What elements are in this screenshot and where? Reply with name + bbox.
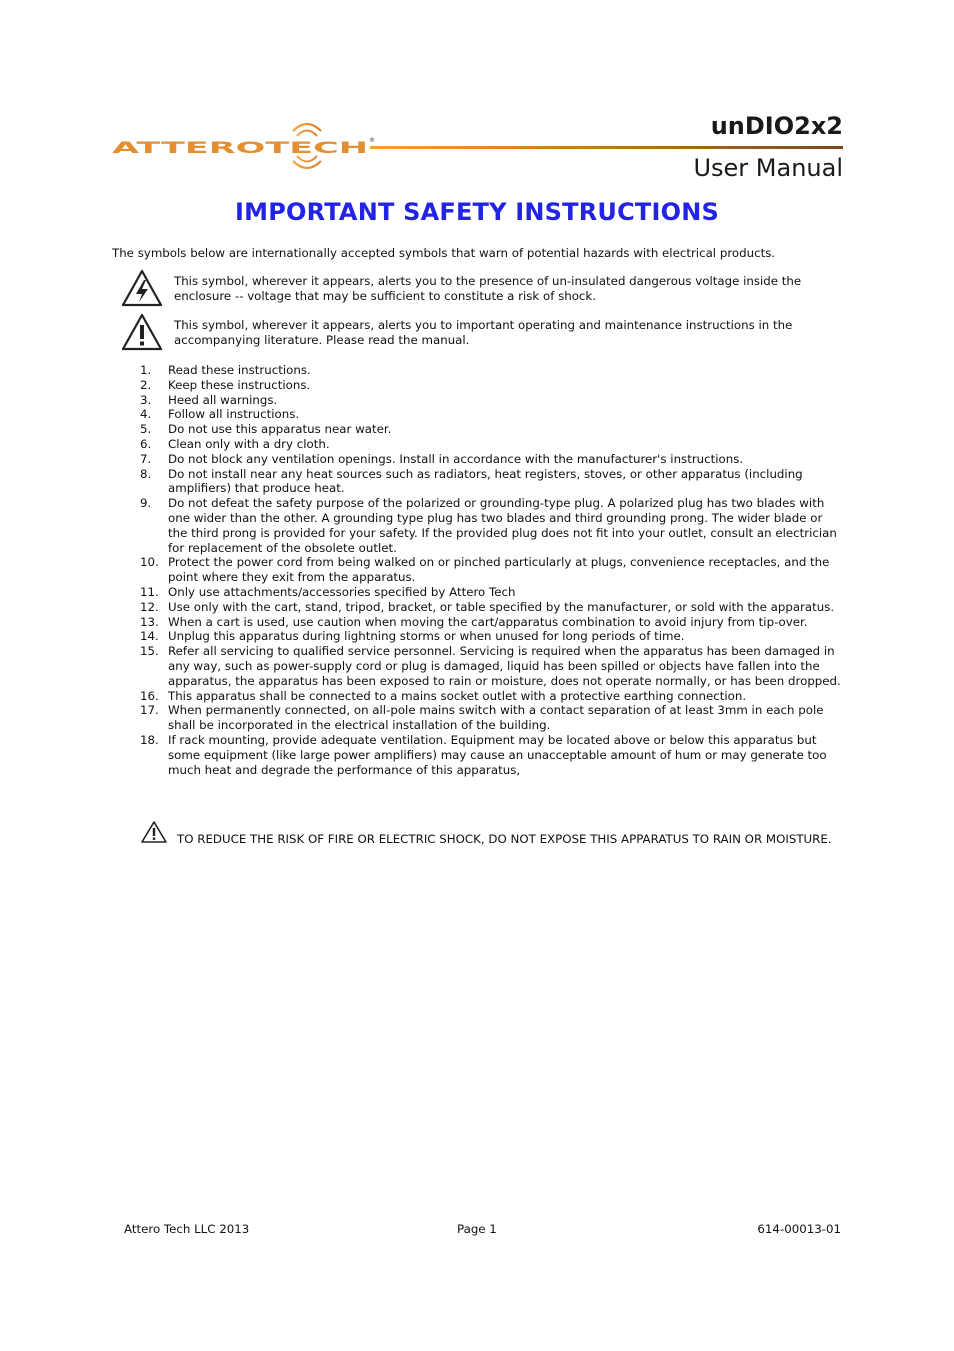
footer-company: Attero Tech LLC 2013 — [124, 1222, 250, 1236]
logo-wordmark: ATTEROTECH — [112, 138, 368, 157]
exclamation-symbol-text: This symbol, wherever it appears, alerts you to important operating and maintenance instructions in the accompanying literature. Please read the manual. — [174, 318, 793, 347]
footer-page-number: Page 1 — [457, 1222, 497, 1236]
lightning-warning-icon — [120, 268, 164, 308]
safety-instructions-list — [112, 363, 842, 777]
atterotech-logo — [110, 117, 380, 177]
list-item: 2. Keep these instructions. — [140, 377, 311, 392]
list-item: 7. Do not block any ventilation openings. Install in accordance with the manufacturer's instructions. — [140, 451, 744, 466]
list-item: 5. Do not use this apparatus near water. — [140, 422, 392, 437]
list-item: 4. Follow all instructions. — [140, 407, 300, 422]
svg-text:®: ® — [369, 137, 375, 144]
list-item: 11. Only use attachments/accessories specified by Attero Tech — [140, 584, 516, 599]
list-item: 14. Unplug this apparatus during lightning storms or when unused for long periods of time. — [140, 629, 685, 644]
list-item: 3. Heed all warnings. — [140, 392, 278, 407]
list-item: 13. When a cart is used, use caution when moving the cart/apparatus combination to avoid injury from tip-over. — [140, 614, 808, 629]
list-item: 15. Refer all servicing to qualified service personnel. Servicing is required when the apparatus has been damaged in any way, such as power-supply cord or plug is damaged, liquid has been spilled or objects have fallen into the apparatus, the apparatus has been exposed to rain or moisture, does not operate normally, or has been dropped. — [140, 644, 841, 688]
product-title: unDIO2x2 — [710, 112, 843, 140]
footer-document-number: 614-00013-01 — [757, 1222, 841, 1236]
list-item: 10. Protect the power cord from being walked on or pinched particularly at plugs, convenience receptacles, and the point where they exit from the apparatus. — [140, 555, 830, 585]
list-item: 1. Read these instructions. — [140, 363, 311, 377]
intro-paragraph: The symbols below are internationally accepted symbols that warn of potential hazards with electrical products. — [112, 246, 776, 260]
exclamation-warning-icon — [140, 820, 168, 844]
symbol-row-lightning — [112, 268, 852, 312]
document-subtitle: User Manual — [693, 154, 843, 182]
list-item: 9. Do not defeat the safety purpose of the polarized or grounding-type plug. A polarized plug has two blades with one wider than the other. A grounding type plug has two blades and third grounding prong. The wider blade or the third prong is provided for your safety. If the provided plug does not fit into your outlet, consult an electrician for replacement of the obsolete outlet. — [140, 496, 837, 555]
list-item: 12. Use only with the cart, stand, tripod, bracket, or table specified by the manufacturer, or sold with the apparatus. — [140, 599, 835, 614]
list-item: 6. Clean only with a dry cloth. — [140, 436, 330, 451]
list-item: 17. When permanently connected, on all-pole mains switch with a contact separation of at least 3mm in each pole shall be incorporated in the electrical installation of the building. — [140, 703, 824, 733]
moisture-warning-text: TO REDUCE THE RISK OF FIRE OR ELECTRIC SHOCK, DO NOT EXPOSE THIS APPARATUS TO RAIN OR MOISTURE. — [177, 832, 832, 846]
exclamation-warning-icon — [120, 312, 164, 352]
lightning-symbol-text: This symbol, wherever it appears, alerts you to the presence of un-insulated dangerous voltage inside the enclosure -- voltage that may be sufficient to constitute a risk of shock. — [174, 274, 802, 303]
page-heading: IMPORTANT SAFETY INSTRUCTIONS — [235, 198, 719, 226]
header-rule — [370, 146, 843, 149]
moisture-warning — [140, 820, 860, 844]
list-item: 16. This apparatus shall be connected to a mains socket outlet with a protective earthing connection. — [140, 688, 747, 703]
list-item: 8. Do not install near any heat sources such as radiators, heat registers, stoves, or other apparatus (including amplifiers) that produce heat. — [140, 466, 803, 496]
list-item: 18. If rack mounting, provide adequate ventilation. Equipment may be located above or below this apparatus but some equipment (like large power amplifiers) may cause an unacceptable amount of hum or may generate too much heat and degrade the performance of this apparatus, — [140, 732, 827, 777]
symbol-row-exclamation — [112, 312, 852, 356]
